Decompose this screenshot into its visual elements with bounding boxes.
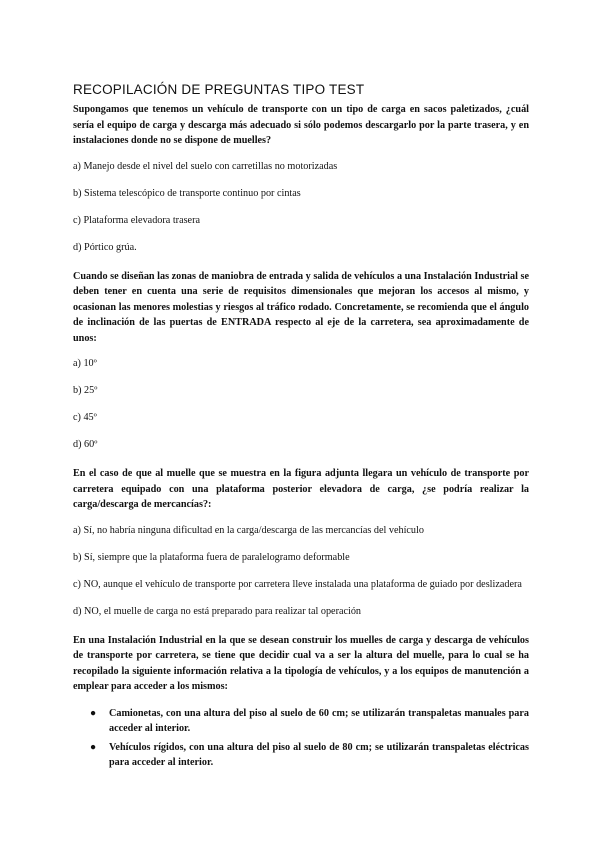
question-1-option-b: b) Sistema telescópico de transporte continuo por cintas (73, 187, 301, 199)
vehicle-type-list (73, 706, 529, 770)
bullet-icon: ● (90, 741, 97, 753)
question-4-text: En una Instalación Industrial en la que se desean construir los muelles de carga y descarga de vehículos de transporte por carretera, se tiene que decidir cual va a ser la altura del muelle, para lo cual se ha recopilado la siguiente información relativa a la tipología de vehículos, y a los equipos de manutención a emplear para acceder a los mismos: (73, 634, 529, 692)
question-1-option-c: c) Plataforma elevadora trasera (73, 214, 200, 226)
question-1-option-d: d) Pórtico grúa. (73, 241, 137, 253)
question-2 (73, 269, 529, 453)
question-2-text: Cuando se diseñan las zonas de maniobra de entrada y salida de vehículos a una Instalación Industrial se deben tener en cuenta una serie de requisitos dimensionales que mejoran los accesos al mismo, y ocasionan las menores molestias y riesgos al tráfico rodado. Concretamente, se recomienda que el ángulo de inclinación de las puertas de ENTRADA respecto al eje de la carretera, sea aproximadamente de unos: (73, 270, 529, 344)
list-item (73, 706, 529, 736)
question-3-option-a: a) Sí, no habría ninguna dificultad en la carga/descarga de las mercancías del vehículo (73, 524, 424, 536)
question-2-option-c: c) 45º (73, 412, 97, 423)
list-item-text: Camionetas, con una altura del piso al suelo de 60 cm; se utilizarán transpaletas manuales para acceder al interior. (109, 707, 529, 734)
bullet-icon: ● (90, 707, 97, 719)
question-3 (73, 466, 529, 619)
question-1-text: Supongamos que tenemos un vehículo de transporte con un tipo de carga en sacos paletizados, ¿cuál sería el equipo de carga y descarga más adecuado si sólo podemos descargarlo por la parte trasera, y en instalaciones donde no se dispone de muelles? (73, 104, 529, 146)
document-page (73, 82, 529, 774)
question-3-text: En el caso de que al muelle que se muestra en la figura adjunta llegara un vehículo de transporte por carretera equipado con una plataforma posterior elevadora de carga, ¿se podría realizar la carga/descarga de mercancías?: (73, 468, 529, 510)
question-2-option-d: d) 60º (73, 439, 98, 450)
question-2-option-b: b) 25º (73, 385, 98, 396)
page-title: RECOPILACIÓN DE PREGUNTAS TIPO TEST (73, 82, 365, 97)
list-item-text: Vehículos rígidos, con una altura del piso al suelo de 80 cm; se utilizarán transpaletas eléctricas para acceder al interior. (109, 741, 529, 768)
question-1 (73, 102, 529, 255)
list-item (73, 740, 529, 770)
question-3-option-d: d) NO, el muelle de carga no está preparado para realizar tal operación (73, 605, 362, 617)
question-4 (73, 633, 529, 770)
question-3-option-c: c) NO, aunque el vehículo de transporte por carretera lleve instalada una plataforma de guiado por deslizadera (73, 578, 522, 590)
question-3-option-b: b) Sí, siempre que la plataforma fuera de paralelogramo deformable (73, 551, 350, 563)
question-1-option-a: a) Manejo desde el nivel del suelo con carretillas no motorizadas (73, 160, 338, 172)
question-2-option-a: a) 10º (73, 358, 97, 369)
